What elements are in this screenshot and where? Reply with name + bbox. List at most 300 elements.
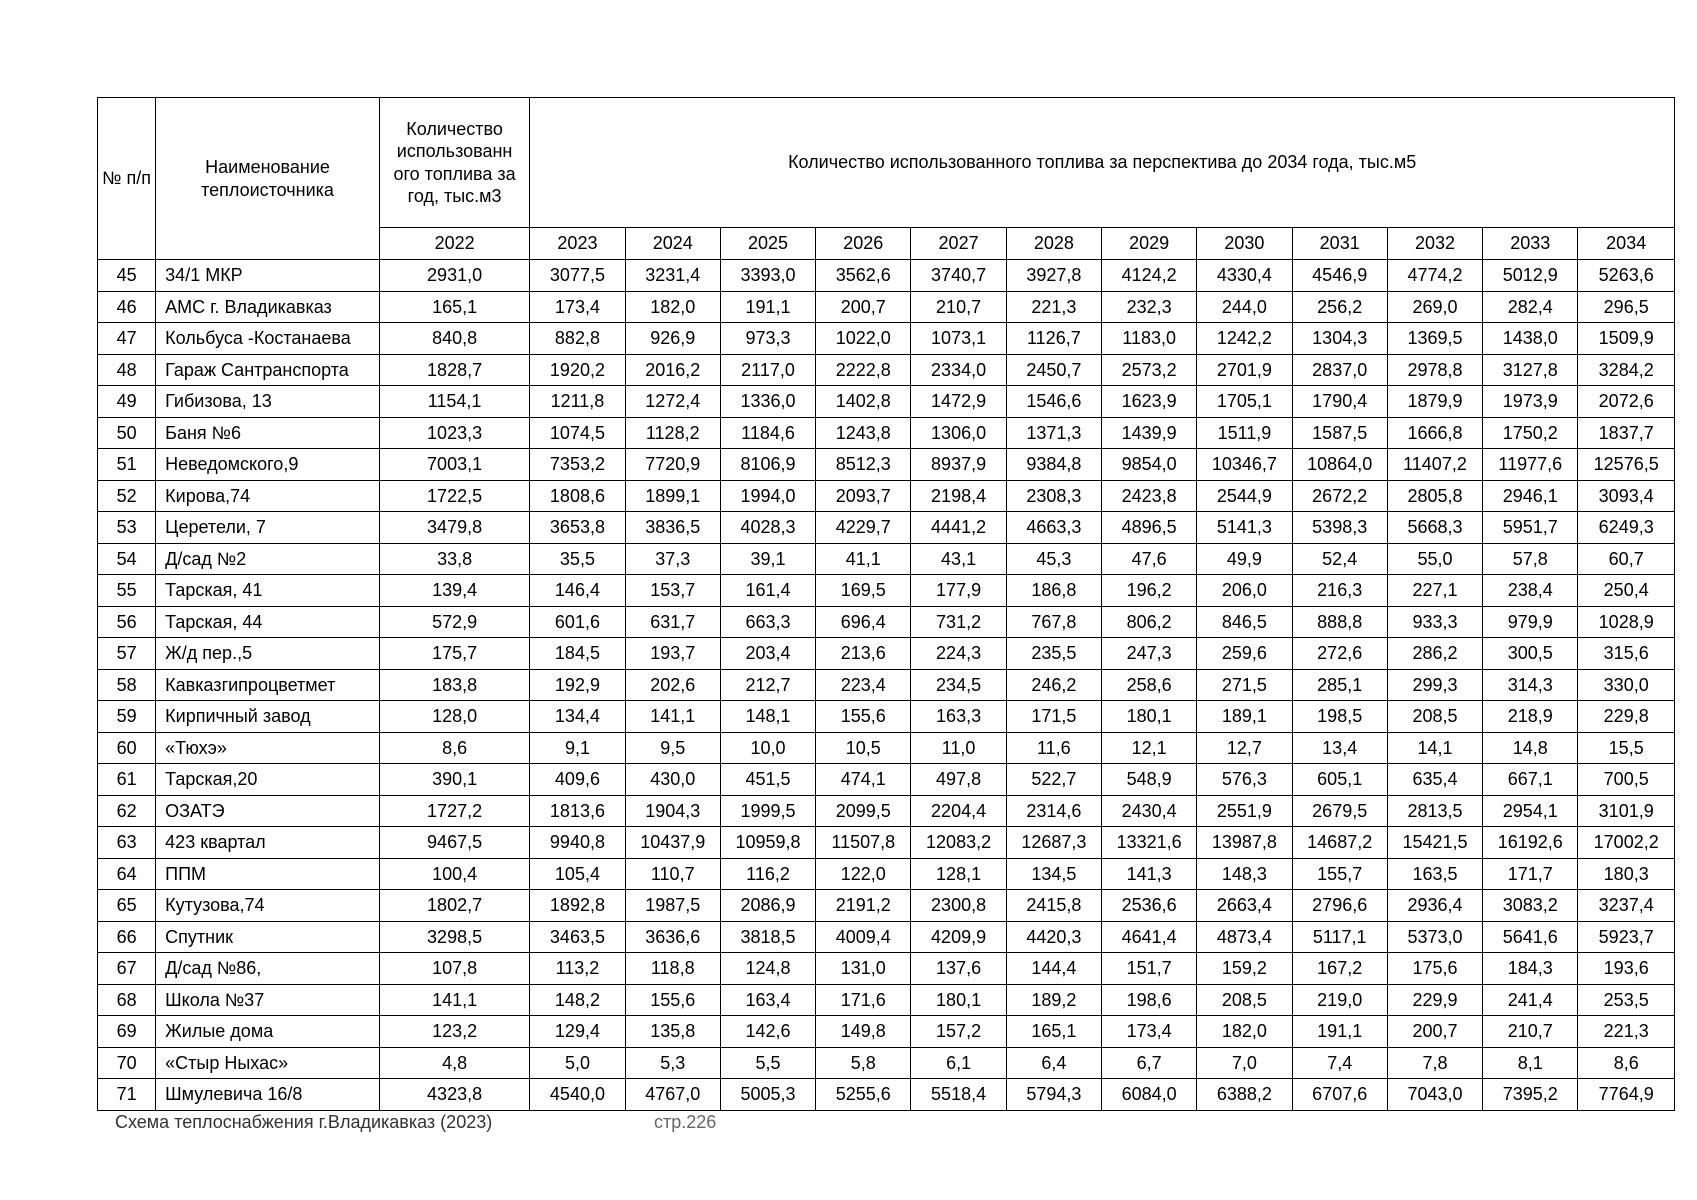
fuel-value-cell: 1073,1	[911, 323, 1006, 355]
fuel-value-cell: 1509,9	[1578, 323, 1675, 355]
row-number: 57	[98, 638, 156, 670]
footer-document-title: Схема теплоснабжения г.Владикавказ (2023)	[115, 1112, 493, 1132]
table-row	[98, 1079, 1675, 1111]
fuel-value-cell: 1439,9	[1102, 417, 1197, 449]
heat-source-name: Баня №6	[156, 417, 380, 449]
fuel-value-cell: 139,4	[379, 575, 529, 607]
fuel-value-cell: 601,6	[530, 606, 625, 638]
table-row	[98, 984, 1675, 1016]
fuel-value-cell: 1022,0	[816, 323, 911, 355]
fuel-value-cell: 3077,5	[530, 260, 625, 292]
fuel-value-cell: 1184,6	[720, 417, 815, 449]
fuel-value-cell: 2222,8	[816, 354, 911, 386]
fuel-value-cell: 148,3	[1197, 858, 1292, 890]
table-row	[98, 291, 1675, 323]
fuel-value-cell: 210,7	[1483, 1016, 1578, 1048]
table-row	[98, 795, 1675, 827]
fuel-value-cell: 8,6	[1578, 1047, 1675, 1079]
fuel-value-cell: 806,2	[1102, 606, 1197, 638]
fuel-value-cell: 2679,5	[1292, 795, 1387, 827]
fuel-value-cell: 663,3	[720, 606, 815, 638]
heat-source-name: «Стыр Ныхас»	[156, 1047, 380, 1079]
fuel-value-cell: 3083,2	[1483, 890, 1578, 922]
heat-source-name: Гараж Сантранспорта	[156, 354, 380, 386]
row-number: 50	[98, 417, 156, 449]
fuel-value-cell: 1154,1	[379, 386, 529, 418]
fuel-value-cell: 2191,2	[816, 890, 911, 922]
fuel-value-cell: 198,5	[1292, 701, 1387, 733]
fuel-value-cell: 169,5	[816, 575, 911, 607]
fuel-value-cell: 3562,6	[816, 260, 911, 292]
fuel-value-cell: 1899,1	[625, 480, 720, 512]
row-number: 66	[98, 921, 156, 953]
fuel-value-cell: 151,7	[1102, 953, 1197, 985]
table-row	[98, 606, 1675, 638]
row-number: 51	[98, 449, 156, 481]
row-number: 54	[98, 543, 156, 575]
fuel-value-cell: 184,3	[1483, 953, 1578, 985]
fuel-value-cell: 635,4	[1387, 764, 1482, 796]
fuel-value-cell: 1879,9	[1387, 386, 1482, 418]
fuel-value-cell: 4663,3	[1006, 512, 1101, 544]
header-year: 2026	[816, 228, 911, 260]
fuel-value-cell: 191,1	[1292, 1016, 1387, 1048]
fuel-value-cell: 259,6	[1197, 638, 1292, 670]
fuel-value-cell: 177,9	[911, 575, 1006, 607]
fuel-value-cell: 241,4	[1483, 984, 1578, 1016]
fuel-value-cell: 1828,7	[379, 354, 529, 386]
fuel-value-cell: 235,5	[1006, 638, 1101, 670]
heat-source-name: Тарская, 44	[156, 606, 380, 638]
fuel-value-cell: 5398,3	[1292, 512, 1387, 544]
fuel-value-cell: 2796,6	[1292, 890, 1387, 922]
header-num: № п/п	[98, 98, 156, 260]
fuel-value-cell: 149,8	[816, 1016, 911, 1048]
fuel-value-cell: 33,8	[379, 543, 529, 575]
fuel-value-cell: 171,6	[816, 984, 911, 1016]
fuel-value-cell: 2536,6	[1102, 890, 1197, 922]
fuel-value-cell: 2117,0	[720, 354, 815, 386]
fuel-value-cell: 7,4	[1292, 1047, 1387, 1079]
fuel-value-cell: 7,8	[1387, 1047, 1482, 1079]
fuel-value-cell: 3927,8	[1006, 260, 1101, 292]
fuel-value-cell: 180,3	[1578, 858, 1675, 890]
fuel-value-cell: 13321,6	[1102, 827, 1197, 859]
fuel-value-cell: 10959,8	[720, 827, 815, 859]
row-number: 52	[98, 480, 156, 512]
table-row	[98, 417, 1675, 449]
fuel-value-cell: 2016,2	[625, 354, 720, 386]
fuel-value-cell: 631,7	[625, 606, 720, 638]
row-number: 63	[98, 827, 156, 859]
fuel-value-cell: 134,5	[1006, 858, 1101, 890]
heat-source-name: АМС г. Владикавказ	[156, 291, 380, 323]
heat-source-name: Д/сад №86,	[156, 953, 380, 985]
fuel-value-cell: 285,1	[1292, 669, 1387, 701]
fuel-value-cell: 5641,6	[1483, 921, 1578, 953]
fuel-value-cell: 17002,2	[1578, 827, 1675, 859]
fuel-value-cell: 667,1	[1483, 764, 1578, 796]
fuel-value-cell: 2663,4	[1197, 890, 1292, 922]
fuel-value-cell: 9467,5	[379, 827, 529, 859]
row-number: 68	[98, 984, 156, 1016]
fuel-value-cell: 2198,4	[911, 480, 1006, 512]
fuel-value-cell: 1183,0	[1102, 323, 1197, 355]
fuel-value-cell: 2936,4	[1387, 890, 1482, 922]
fuel-value-cell: 232,3	[1102, 291, 1197, 323]
fuel-value-cell: 409,6	[530, 764, 625, 796]
fuel-value-cell: 144,4	[1006, 953, 1101, 985]
fuel-value-cell: 11407,2	[1387, 449, 1482, 481]
table-row	[98, 638, 1675, 670]
fuel-value-cell: 9,1	[530, 732, 625, 764]
fuel-value-cell: 4323,8	[379, 1079, 529, 1111]
fuel-value-cell: 1472,9	[911, 386, 1006, 418]
fuel-value-cell: 4896,5	[1102, 512, 1197, 544]
fuel-value-cell: 4420,3	[1006, 921, 1101, 953]
fuel-value-cell: 4,8	[379, 1047, 529, 1079]
fuel-value-cell: 189,2	[1006, 984, 1101, 1016]
fuel-value-cell: 3298,5	[379, 921, 529, 953]
fuel-value-cell: 163,3	[911, 701, 1006, 733]
fuel-value-cell: 256,2	[1292, 291, 1387, 323]
fuel-value-cell: 234,5	[911, 669, 1006, 701]
fuel-value-cell: 882,8	[530, 323, 625, 355]
fuel-value-cell: 11977,6	[1483, 449, 1578, 481]
fuel-value-cell: 141,1	[625, 701, 720, 733]
fuel-value-cell: 253,5	[1578, 984, 1675, 1016]
fuel-value-cell: 888,8	[1292, 606, 1387, 638]
fuel-value-cell: 1402,8	[816, 386, 911, 418]
row-number: 48	[98, 354, 156, 386]
row-number: 70	[98, 1047, 156, 1079]
fuel-value-cell: 128,0	[379, 701, 529, 733]
fuel-value-cell: 2099,5	[816, 795, 911, 827]
heat-source-name: Жилые дома	[156, 1016, 380, 1048]
fuel-value-cell: 221,3	[1006, 291, 1101, 323]
fuel-value-cell: 212,7	[720, 669, 815, 701]
fuel-value-cell: 13,4	[1292, 732, 1387, 764]
fuel-value-cell: 1722,5	[379, 480, 529, 512]
fuel-value-cell: 2805,8	[1387, 480, 1482, 512]
fuel-value-cell: 216,3	[1292, 575, 1387, 607]
fuel-value-cell: 269,0	[1387, 291, 1482, 323]
header-year: 2033	[1483, 228, 1578, 260]
fuel-value-cell: 5794,3	[1006, 1079, 1101, 1111]
fuel-table	[97, 97, 1675, 1111]
header-year: 2032	[1387, 228, 1482, 260]
fuel-value-cell: 5518,4	[911, 1079, 1006, 1111]
fuel-value-cell: 2093,7	[816, 480, 911, 512]
fuel-value-cell: 153,7	[625, 575, 720, 607]
fuel-value-cell: 6388,2	[1197, 1079, 1292, 1111]
fuel-value-cell: 933,3	[1387, 606, 1482, 638]
fuel-value-cell: 8512,3	[816, 449, 911, 481]
fuel-value-cell: 2334,0	[911, 354, 1006, 386]
fuel-value-cell: 926,9	[625, 323, 720, 355]
row-number: 47	[98, 323, 156, 355]
fuel-value-cell: 163,4	[720, 984, 815, 1016]
fuel-value-cell: 2314,6	[1006, 795, 1101, 827]
fuel-value-cell: 8,6	[379, 732, 529, 764]
fuel-value-cell: 1028,9	[1578, 606, 1675, 638]
fuel-value-cell: 43,1	[911, 543, 1006, 575]
fuel-value-cell: 173,4	[1102, 1016, 1197, 1048]
fuel-value-cell: 1128,2	[625, 417, 720, 449]
header-year: 2024	[625, 228, 720, 260]
fuel-value-cell: 5668,3	[1387, 512, 1482, 544]
fuel-value-cell: 330,0	[1578, 669, 1675, 701]
fuel-value-cell: 3284,2	[1578, 354, 1675, 386]
fuel-value-cell: 128,1	[911, 858, 1006, 890]
fuel-value-cell: 180,1	[1102, 701, 1197, 733]
fuel-value-cell: 12,7	[1197, 732, 1292, 764]
fuel-value-cell: 1705,1	[1197, 386, 1292, 418]
fuel-value-cell: 1438,0	[1483, 323, 1578, 355]
heat-source-name: Тарская,20	[156, 764, 380, 796]
fuel-value-cell: 159,2	[1197, 953, 1292, 985]
fuel-value-cell: 2204,4	[911, 795, 1006, 827]
table-row	[98, 1016, 1675, 1048]
fuel-value-cell: 2430,4	[1102, 795, 1197, 827]
table-row	[98, 449, 1675, 481]
fuel-value-cell: 1892,8	[530, 890, 625, 922]
fuel-value-cell: 1242,2	[1197, 323, 1292, 355]
fuel-value-cell: 605,1	[1292, 764, 1387, 796]
table-row	[98, 260, 1675, 292]
row-number: 65	[98, 890, 156, 922]
fuel-value-cell: 2946,1	[1483, 480, 1578, 512]
fuel-value-cell: 218,9	[1483, 701, 1578, 733]
fuel-value-cell: 5012,9	[1483, 260, 1578, 292]
fuel-value-cell: 3127,8	[1483, 354, 1578, 386]
fuel-value-cell: 246,2	[1006, 669, 1101, 701]
fuel-value-cell: 7353,2	[530, 449, 625, 481]
fuel-value-cell: 7003,1	[379, 449, 529, 481]
heat-source-name: Кутузова,74	[156, 890, 380, 922]
fuel-value-cell: 9854,0	[1102, 449, 1197, 481]
fuel-value-cell: 129,4	[530, 1016, 625, 1048]
fuel-value-cell: 1587,5	[1292, 417, 1387, 449]
fuel-value-cell: 12576,5	[1578, 449, 1675, 481]
fuel-value-cell: 4209,9	[911, 921, 1006, 953]
fuel-value-cell: 3231,4	[625, 260, 720, 292]
header-fuel-perspective: Количество использованного топлива за перспектива до 2034 года, тыс.м5	[530, 98, 1675, 228]
fuel-value-cell: 100,4	[379, 858, 529, 890]
fuel-value-cell: 15421,5	[1387, 827, 1482, 859]
fuel-value-cell: 141,1	[379, 984, 529, 1016]
fuel-value-cell: 206,0	[1197, 575, 1292, 607]
fuel-value-cell: 1243,8	[816, 417, 911, 449]
row-number: 45	[98, 260, 156, 292]
fuel-value-cell: 2544,9	[1197, 480, 1292, 512]
fuel-value-cell: 2086,9	[720, 890, 815, 922]
row-number: 61	[98, 764, 156, 796]
header-year: 2030	[1197, 228, 1292, 260]
fuel-value-cell: 2954,1	[1483, 795, 1578, 827]
fuel-value-cell: 4028,3	[720, 512, 815, 544]
fuel-value-cell: 3836,5	[625, 512, 720, 544]
row-number: 69	[98, 1016, 156, 1048]
fuel-value-cell: 182,0	[1197, 1016, 1292, 1048]
fuel-value-cell: 10437,9	[625, 827, 720, 859]
fuel-value-cell: 1371,3	[1006, 417, 1101, 449]
fuel-value-cell: 221,3	[1578, 1016, 1675, 1048]
fuel-value-cell: 12,1	[1102, 732, 1197, 764]
fuel-value-cell: 4774,2	[1387, 260, 1482, 292]
fuel-value-cell: 123,2	[379, 1016, 529, 1048]
fuel-value-cell: 5923,7	[1578, 921, 1675, 953]
fuel-value-cell: 180,1	[911, 984, 1006, 1016]
fuel-value-cell: 2672,2	[1292, 480, 1387, 512]
fuel-value-cell: 12687,3	[1006, 827, 1101, 859]
table-row	[98, 701, 1675, 733]
fuel-value-cell: 2300,8	[911, 890, 1006, 922]
heat-source-name: 34/1 МКР	[156, 260, 380, 292]
heat-source-name: Неведомского,9	[156, 449, 380, 481]
table-row	[98, 921, 1675, 953]
fuel-value-cell: 37,3	[625, 543, 720, 575]
fuel-value-cell: 122,0	[816, 858, 911, 890]
table-row	[98, 953, 1675, 985]
fuel-value-cell: 8106,9	[720, 449, 815, 481]
fuel-value-cell: 1750,2	[1483, 417, 1578, 449]
fuel-value-cell: 846,5	[1197, 606, 1292, 638]
fuel-value-cell: 2450,7	[1006, 354, 1101, 386]
fuel-value-cell: 4767,0	[625, 1079, 720, 1111]
fuel-value-cell: 13987,8	[1197, 827, 1292, 859]
fuel-value-cell: 4009,4	[816, 921, 911, 953]
fuel-value-cell: 184,5	[530, 638, 625, 670]
fuel-value-cell: 52,4	[1292, 543, 1387, 575]
heat-source-name: Ж/д пер.,5	[156, 638, 380, 670]
fuel-value-cell: 271,5	[1197, 669, 1292, 701]
fuel-value-cell: 8937,9	[911, 449, 1006, 481]
fuel-value-cell: 1813,6	[530, 795, 625, 827]
fuel-value-cell: 767,8	[1006, 606, 1101, 638]
heat-source-name: Шмулевича 16/8	[156, 1079, 380, 1111]
fuel-value-cell: 1546,6	[1006, 386, 1101, 418]
fuel-value-cell: 210,7	[911, 291, 1006, 323]
fuel-value-cell: 1999,5	[720, 795, 815, 827]
fuel-value-cell: 192,9	[530, 669, 625, 701]
table-row	[98, 890, 1675, 922]
row-number: 46	[98, 291, 156, 323]
fuel-value-cell: 1790,4	[1292, 386, 1387, 418]
fuel-value-cell: 6,4	[1006, 1047, 1101, 1079]
fuel-value-cell: 572,9	[379, 606, 529, 638]
fuel-value-cell: 1973,9	[1483, 386, 1578, 418]
fuel-value-cell: 5373,0	[1387, 921, 1482, 953]
header-year: 2027	[911, 228, 1006, 260]
fuel-value-cell: 5,5	[720, 1047, 815, 1079]
fuel-value-cell: 300,5	[1483, 638, 1578, 670]
fuel-value-cell: 1904,3	[625, 795, 720, 827]
fuel-value-cell: 2813,5	[1387, 795, 1482, 827]
row-number: 64	[98, 858, 156, 890]
header-year: 2025	[720, 228, 815, 260]
fuel-value-cell: 451,5	[720, 764, 815, 796]
heat-source-name: Церетели, 7	[156, 512, 380, 544]
fuel-value-cell: 296,5	[1578, 291, 1675, 323]
fuel-value-cell: 189,1	[1197, 701, 1292, 733]
fuel-value-cell: 116,2	[720, 858, 815, 890]
fuel-value-cell: 1304,3	[1292, 323, 1387, 355]
fuel-value-cell: 1920,2	[530, 354, 625, 386]
fuel-value-cell: 10,5	[816, 732, 911, 764]
fuel-value-cell: 522,7	[1006, 764, 1101, 796]
fuel-value-cell: 4330,4	[1197, 260, 1292, 292]
fuel-value-cell: 165,1	[379, 291, 529, 323]
fuel-value-cell: 244,0	[1197, 291, 1292, 323]
fuel-value-cell: 35,5	[530, 543, 625, 575]
fuel-value-cell: 5263,6	[1578, 260, 1675, 292]
fuel-value-cell: 5255,6	[816, 1079, 911, 1111]
fuel-value-cell: 229,8	[1578, 701, 1675, 733]
fuel-value-cell: 155,6	[625, 984, 720, 1016]
fuel-value-cell: 193,6	[1578, 953, 1675, 985]
fuel-value-cell: 11,0	[911, 732, 1006, 764]
fuel-value-cell: 7764,9	[1578, 1079, 1675, 1111]
fuel-value-cell: 124,8	[720, 953, 815, 985]
fuel-value-cell: 223,4	[816, 669, 911, 701]
row-number: 55	[98, 575, 156, 607]
fuel-value-cell: 6,1	[911, 1047, 1006, 1079]
fuel-value-cell: 175,6	[1387, 953, 1482, 985]
fuel-value-cell: 2415,8	[1006, 890, 1101, 922]
fuel-value-cell: 14687,2	[1292, 827, 1387, 859]
fuel-value-cell: 3636,6	[625, 921, 720, 953]
heat-source-name: Кирова,74	[156, 480, 380, 512]
table-row	[98, 764, 1675, 796]
fuel-value-cell: 1987,5	[625, 890, 720, 922]
fuel-value-cell: 2551,9	[1197, 795, 1292, 827]
fuel-value-cell: 193,7	[625, 638, 720, 670]
fuel-value-cell: 186,8	[1006, 575, 1101, 607]
fuel-value-cell: 163,5	[1387, 858, 1482, 890]
row-number: 60	[98, 732, 156, 764]
row-number: 71	[98, 1079, 156, 1111]
fuel-value-cell: 7043,0	[1387, 1079, 1482, 1111]
fuel-value-cell: 2072,6	[1578, 386, 1675, 418]
table-row	[98, 480, 1675, 512]
fuel-value-cell: 10,0	[720, 732, 815, 764]
fuel-value-cell: 1802,7	[379, 890, 529, 922]
fuel-value-cell: 200,7	[816, 291, 911, 323]
fuel-value-cell: 1023,3	[379, 417, 529, 449]
fuel-value-cell: 1511,9	[1197, 417, 1292, 449]
fuel-value-cell: 191,1	[720, 291, 815, 323]
fuel-value-cell: 247,3	[1102, 638, 1197, 670]
heat-source-name: Тарская, 41	[156, 575, 380, 607]
fuel-value-cell: 238,4	[1483, 575, 1578, 607]
fuel-value-cell: 576,3	[1197, 764, 1292, 796]
row-number: 58	[98, 669, 156, 701]
fuel-value-cell: 4546,9	[1292, 260, 1387, 292]
fuel-value-cell: 3101,9	[1578, 795, 1675, 827]
fuel-value-cell: 2701,9	[1197, 354, 1292, 386]
fuel-value-cell: 3818,5	[720, 921, 815, 953]
fuel-value-cell: 282,4	[1483, 291, 1578, 323]
heat-source-name: Кирпичный завод	[156, 701, 380, 733]
fuel-value-cell: 198,6	[1102, 984, 1197, 1016]
fuel-value-cell: 4229,7	[816, 512, 911, 544]
fuel-value-cell: 5005,3	[720, 1079, 815, 1111]
fuel-value-cell: 4124,2	[1102, 260, 1197, 292]
table-row	[98, 669, 1675, 701]
heat-source-name: Кавказгипроцветмет	[156, 669, 380, 701]
fuel-value-cell: 60,7	[1578, 543, 1675, 575]
